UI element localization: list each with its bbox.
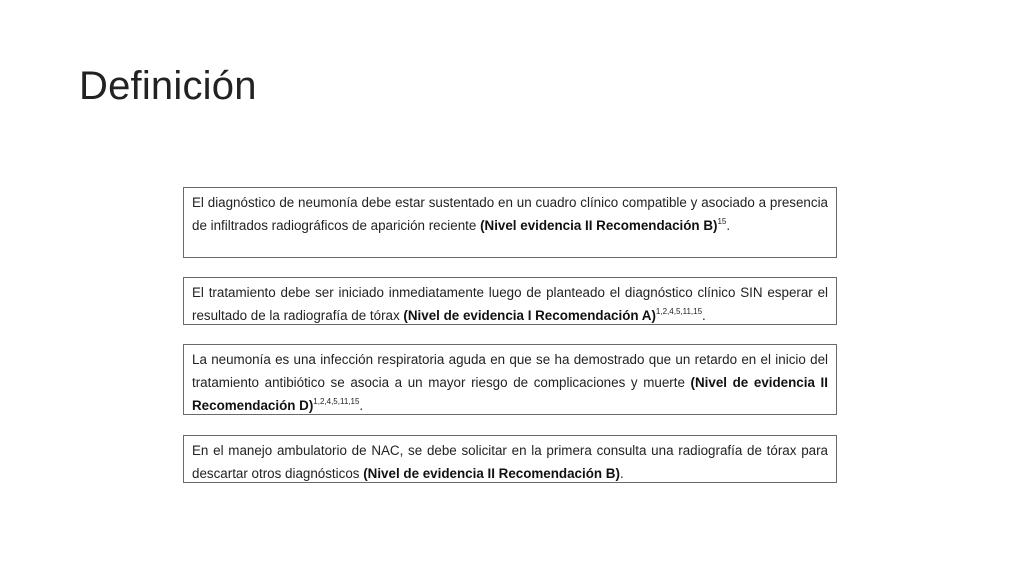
- slide-title: Definición: [79, 64, 257, 108]
- box-paragraph: [192, 281, 828, 327]
- box-end: .: [359, 398, 364, 413]
- box-text: El diagnóstico de neumonía debe estar sustentado en un cuadro clínico compatible y asociado a presencia de infiltrados radiográficos de aparición reciente: [192, 195, 828, 233]
- box-text: En el manejo ambulatorio de NAC, se debe solicitar en la primera consulta una radiografía de tórax para descartar otros diagnósticos: [192, 443, 828, 481]
- evidence-level: (Nivel de evidencia I Recomendación A): [403, 308, 656, 323]
- definition-box-ambulatory: [183, 435, 837, 483]
- evidence-level: (Nivel de evidencia II Recomendación B): [363, 466, 620, 481]
- box-end: .: [702, 308, 706, 323]
- box-paragraph: [192, 348, 828, 417]
- evidence-level: (Nivel evidencia II Recomendación B): [480, 218, 718, 233]
- box-end: .: [619, 466, 624, 481]
- box-paragraph: [192, 439, 828, 485]
- box-end: .: [726, 218, 731, 233]
- box-paragraph: [192, 191, 828, 237]
- definition-box-diagnosis: [183, 187, 837, 258]
- evidence-level: (Nivel de evidencia II Recomendación D): [192, 375, 828, 413]
- box-text: La neumonía es una infección respiratoria aguda en que se ha demostrado que un retardo en el inicio del tratamiento antibiótico se asocia a un mayor riesgo de complicaciones y muerte: [192, 352, 828, 390]
- box-text: El tratamiento debe ser iniciado inmediatamente luego de planteado el diagnóstico clínico SIN esperar el resultado de la radiografía de tórax: [192, 285, 828, 323]
- definition-box-delay-risk: [183, 344, 837, 415]
- reference-superscript: 15: [717, 217, 727, 226]
- reference-superscript: 1,2,4,5,11,15: [655, 307, 703, 316]
- definition-box-treatment: [183, 277, 837, 325]
- reference-superscript: 1,2,4,5,11,15: [313, 397, 360, 406]
